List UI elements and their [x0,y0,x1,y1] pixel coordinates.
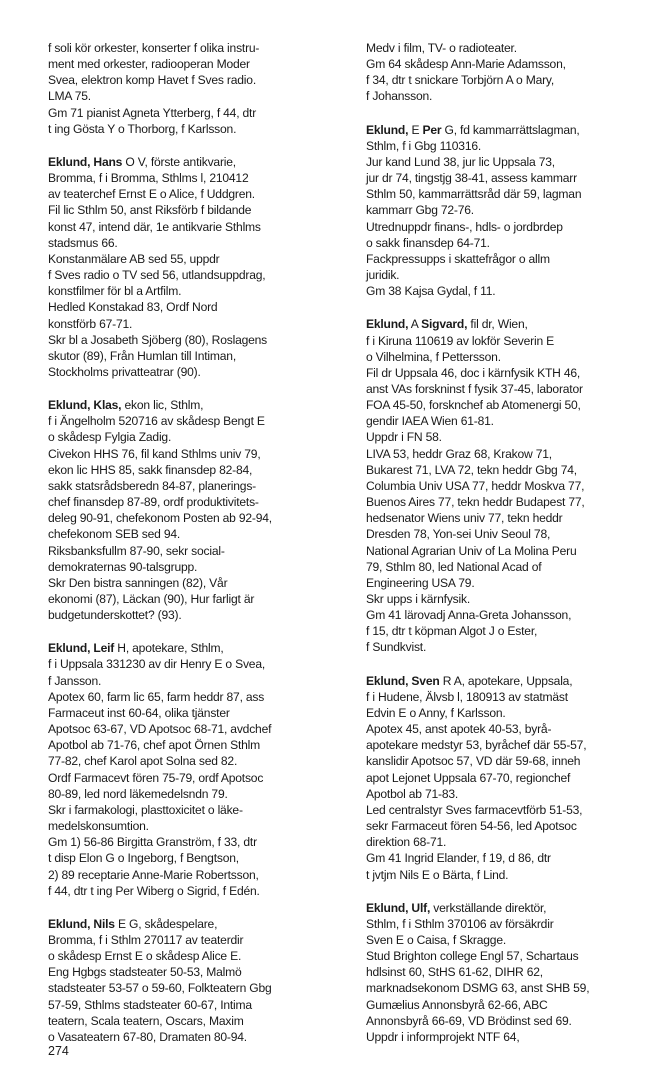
line-text: jur dr 74, tingstjg 38-41, assess kammarr [366,171,577,186]
line-text: E G, skådespelare, [114,916,218,931]
text-line [48,364,344,380]
text-line [366,770,662,786]
line-text: ekonomi (87), Läckan (90), Hur farligt är [48,592,255,606]
entry-headword: Eklund, Ulf, [366,900,431,915]
text-line [48,88,344,104]
text-line [48,770,344,786]
text-line [366,1013,662,1029]
text-line [366,900,662,916]
line-text: anst VAs forskninst f fysik 37-45, laborator [366,381,583,396]
text-line [366,673,662,689]
line-text: gendir IAEA Wien 61-81. [366,414,494,429]
text-line [366,365,662,381]
line-text: G, fd kammarrättslagman, [441,122,580,137]
text-line [366,316,662,332]
line-text: Bromma, f i Bromma, Sthlms l, 210412 [48,171,249,186]
text-line [48,818,344,834]
text-line [366,786,662,802]
line-text: 79, Sthlm 80, led National Acad of [366,559,542,574]
line-text: 57-59, Sthlms stadsteater 60-67, Intima [48,997,252,1012]
text-line [48,267,344,283]
text-line [48,656,344,672]
line-text: H, apotekare, Sthlm, [114,641,224,656]
text-line [48,494,344,510]
text-line [366,122,662,138]
line-text: o skådesp Fylgia Zadig. [48,430,172,445]
line-text: Columbia Univ USA 77, heddr Moskva 77, [366,478,585,493]
line-text: f Sundkvist. [366,640,427,655]
text-line [366,997,662,1013]
text-line [48,575,344,591]
line-text: marknadsekonom DSMG 63, anst SHB 59, [366,981,590,996]
line-text: LMA 75. [48,89,91,104]
line-text: Gm 71 pianist Agneta Ytterberg, f 44, dtr [48,105,257,120]
entry-headword: Eklund, Sven [366,673,440,688]
line-text: A [408,317,422,332]
entry-headword: Eklund, Klas, [48,398,122,413]
text-line [48,850,344,866]
text-line [366,689,662,705]
line-text: Edvin E o Anny, f Karlsson. [366,705,506,720]
text-line [48,721,344,737]
line-text: kammarr Gbg 72-76. [366,203,474,218]
line-text: Medv i film, TV- o radioteater. [366,41,517,55]
text-line [48,397,344,413]
text-line [48,948,344,964]
text-line [366,446,662,462]
text-line [48,964,344,980]
text-line [366,1029,662,1045]
text-line [48,883,344,899]
line-text: fil dr, Wien, [467,317,528,332]
entry-headword: Per [422,122,442,137]
line-text: ekon lic HHS 85, sakk finansdep 82-84, [48,462,253,477]
text-line [366,267,662,283]
text-line [366,543,662,559]
text-line [48,202,344,218]
line-text: Skr upps i kärnfysik. [366,592,471,606]
text-line [366,753,662,769]
line-text: Skr i farmakologi, plasttoxicitet o läke- [48,802,243,817]
text-line [366,397,662,413]
line-text: R A, apotekare, Uppsala, [439,673,573,688]
line-text: f i Uppsala 331230 av dir Henry E o Svea, [48,657,266,672]
line-text: deleg 90-91, chefekonom Posten ab 92-94, [48,511,272,526]
entry [48,154,344,380]
line-text: Gm 41 lärovadj Anna-Greta Johansson, [366,608,572,623]
text-line [48,786,344,802]
text-line [48,316,344,332]
line-text: apotekare medstyr 53, byråchef där 55-57, [366,738,587,753]
text-line [366,154,662,170]
text-line [48,526,344,542]
text-line [366,639,662,655]
line-text: Civekon HHS 76, fil kand Sthlms univ 79, [48,446,261,461]
line-text: Sthlm, f i Gbg 110316. [366,138,482,153]
text-line [48,56,344,72]
line-text: FOA 45-50, forsknchef ab Atomenergi 50, [366,398,581,413]
line-text: Svea, elektron komp Havet f Sves radio. [48,73,256,88]
text-line [48,737,344,753]
entry [366,316,662,655]
right-column [366,40,662,1062]
text-line [48,348,344,364]
line-text: Hedled Konstakad 83, Ordf Nord [48,300,218,315]
text-line [366,705,662,721]
text-line [366,559,662,575]
line-text: Bukarest 71, LVA 72, tekn heddr Gbg 74, [366,462,577,477]
text-line [48,105,344,121]
text-line [366,623,662,639]
line-text: Sven E o Caisa, f Skragge. [366,932,507,947]
line-text: Uppdr i FN 58. [366,430,442,445]
text-line [366,40,662,56]
line-text: Apotex 60, farm lic 65, farm heddr 87, ass [48,689,265,704]
line-text: f Jansson. [48,673,102,688]
text-line [48,154,344,170]
text-line [48,867,344,883]
line-text: Stud Brighton college Engl 57, Schartaus [366,949,579,964]
text-line [366,170,662,186]
line-text: LIVA 53, heddr Graz 68, Krakow 71, [366,446,552,461]
line-text: Gm 64 skådesp Ann-Marie Adamsson, [366,57,566,72]
line-text: Apotex 45, anst apotek 40-53, byrå- [366,722,552,737]
text-line [48,429,344,445]
line-text: Apotbol ab 71-76, chef apot Örnen Sthlm [48,738,261,753]
text-line [366,219,662,235]
text-line [366,964,662,980]
text-line [366,462,662,478]
line-text: Eng Hgbgs stadsteater 50-53, Malmö [48,965,242,980]
line-text: juridik. [366,268,400,283]
entry [366,900,662,1045]
line-text: direktion 68-71. [366,835,447,850]
line-text: f Sves radio o TV sed 56, utlandsuppdrag, [48,268,266,283]
text-line [48,802,344,818]
text-line [366,72,662,88]
line-text: stadsmus 66. [48,235,118,250]
line-text: f 44, dtr t ing Per Wiberg o Sigrid, f Edén. [48,883,260,898]
line-text: 80-89, led nord läkemedelsndn 79. [48,786,228,801]
line-text: f i Kiruna 110619 av lokför Severin E [366,333,555,348]
text-line [366,867,662,883]
line-text: Apotsoc 63-67, VD Apotsoc 68-71, avdchef [48,722,272,737]
text-line [366,88,662,104]
left-column [48,40,344,1062]
text-line [366,948,662,964]
line-text: skutor (89), Från Humlan till Intiman, [48,348,236,363]
line-text: Jur kand Lund 38, jur lic Uppsala 73, [366,154,555,169]
text-line [366,413,662,429]
entry-headword: Eklund, [366,122,409,137]
line-text: 77-82, chef Karol apot Solna sed 82. [48,754,238,769]
text-line [366,333,662,349]
line-text: konst 47, intend där, 1e antikvarie Sthlms [48,219,261,234]
text-line [48,997,344,1013]
entry [366,40,662,105]
line-text: Led centralstyr Sves farmacevtförb 51-53, [366,802,583,817]
line-text: hedsenator Wiens univ 77, tekn heddr [366,511,563,526]
line-text: Gm 41 Ingrid Elander, f 19, d 86, dtr [366,851,551,866]
line-text: Utrednuppdr finans-, hdls- o jordbrdep [366,219,563,234]
text-line [48,1013,344,1029]
line-text: Fil lic Sthlm 50, anst Riksförb f bildande [48,203,252,218]
line-text: Annonsbyrå 66-69, VD Brödinst sed 69. [366,1013,572,1028]
page-number: 274 [48,1044,69,1058]
entry [48,40,344,137]
line-text: Konstanmälare AB sed 55, uppdr [48,251,220,266]
text-line [48,1029,344,1045]
text-line [48,705,344,721]
text-line [48,932,344,948]
line-text: Fil dr Uppsala 46, doc i kärnfysik KTH 46, [366,365,581,380]
text-line [366,802,662,818]
text-line [48,170,344,186]
line-text: E [408,122,423,137]
text-line [48,219,344,235]
line-text: av teaterchef Ernst E o Alice, f Uddgren. [48,187,255,202]
line-text: Gm 1) 56-86 Birgitta Granström, f 33, dtr [48,835,257,850]
text-line [48,299,344,315]
text-line [48,510,344,526]
text-line [48,916,344,932]
entry-headword: Eklund, [366,317,409,332]
line-text: Dresden 78, Yon-sei Univ Seoul 78, [366,527,551,542]
line-text: Sthlm, f i Sthlm 370106 av försäkrdir [366,916,554,931]
text-line [48,235,344,251]
text-line [366,834,662,850]
text-line [48,446,344,462]
text-line [366,381,662,397]
line-text: hdlsinst 60, StHS 61-62, DIHR 62, [366,965,543,980]
text-line [48,121,344,137]
line-text: Farmaceut inst 60-64, olika tjänster [48,705,230,720]
line-text: National Agrarian Univ of La Molina Peru [366,543,577,558]
line-text: sakk statsrådsberedn 84-87, planerings- [48,478,256,493]
entry [48,916,344,1045]
line-text: t disp Elon G o Ingeborg, f Bengtson, [48,851,239,866]
text-line [48,462,344,478]
text-line [366,138,662,154]
text-line [366,850,662,866]
line-text: Gm 38 Kajsa Gydal, f 11. [366,284,496,299]
line-text: f soli kör orkester, konserter f olika instru- [48,41,260,55]
line-text: Stockholms privatteatrar (90). [48,364,201,379]
line-text: teatern, Scala teatern, Oscars, Maxim [48,1013,244,1028]
line-text: Sthlm 50, kammarrättsråd där 59, lagman [366,187,582,202]
line-text: chef finansdep 87-89, ordf produktivitets- [48,495,259,510]
entry-headword: Eklund, Leif [48,641,115,656]
text-line [48,834,344,850]
line-text: apot Lejonet Uppsala 67-70, regionchef [366,770,571,785]
entry [48,397,344,623]
text-line [48,673,344,689]
line-text: 2) 89 receptarie Anne-Marie Robertsson, [48,867,259,882]
line-text: f 15, dtr t köpman Algot J o Ester, [366,624,538,639]
line-text: ekon lic, Sthlm, [121,398,204,413]
text-line [366,818,662,834]
text-line [48,640,344,656]
text-line [366,737,662,753]
line-text: t ing Gösta Y o Thorborg, f Karlsson. [48,121,237,136]
text-line [366,478,662,494]
text-line [48,283,344,299]
line-text: f Johansson. [366,89,433,104]
line-text: o sakk finansdep 64-71. [366,235,490,250]
text-line [48,543,344,559]
text-line [366,494,662,510]
line-text: kanslidir Apotsoc 57, VD där 59-68, inneh [366,754,581,769]
line-text: o Vasateatern 67-80, Dramaten 80-94. [48,1029,247,1044]
line-text: Engineering USA 79. [366,575,475,590]
line-text: Riksbanksfullm 87-90, sekr social- [48,543,225,558]
text-line [366,186,662,202]
text-line [48,591,344,607]
line-text: Bromma, f i Sthlm 270117 av teaterdir [48,932,244,947]
line-text: budgetunderskottet? (93). [48,608,182,623]
line-text: verkställande direktör, [430,900,547,915]
line-text: konstfilmer för bl a Artfilm. [48,284,182,299]
text-line [366,575,662,591]
entry-headword: Eklund, Hans [48,154,123,169]
text-line [48,980,344,996]
text-line [48,607,344,623]
text-line [366,932,662,948]
line-text: f 34, dtr t snickare Torbjörn A o Mary, [366,73,555,88]
text-line [48,413,344,429]
line-text: o skådesp Ernst E o skådesp Alice E. [48,949,242,964]
line-text: ment med orkester, radiooperan Moder [48,57,250,72]
entry-headword: Sigvard, [421,317,468,332]
text-line [366,526,662,542]
text-line [48,72,344,88]
text-line [48,478,344,494]
text-line [366,283,662,299]
line-text: medelskonsumtion. [48,819,149,834]
line-text: sekr Farmaceut fören 54-56, led Apotsoc [366,819,577,834]
line-text: Apotbol ab 71-83. [366,786,459,801]
line-text: demokraternas 90-talsgrupp. [48,559,198,574]
text-line [48,186,344,202]
line-text: chefekonom SEB sed 94. [48,527,181,542]
line-text: f i Hudene, Älvsb l, 180913 av statmäst [366,689,568,704]
line-text: Gumælius Annonsbyrå 62-66, ABC [366,997,548,1012]
line-text: Ordf Farmacevt fören 75-79, ordf Apotsoc [48,770,264,785]
text-line [366,429,662,445]
line-text: t jvtjm Nils E o Bärta, f Lind. [366,867,509,882]
line-text: konstförb 67-71. [48,316,133,331]
text-line [366,235,662,251]
text-line [48,753,344,769]
line-text: o Vilhelmina, f Pettersson. [366,349,501,364]
text-line [366,349,662,365]
text-line [366,56,662,72]
entry [48,640,344,899]
text-line [366,916,662,932]
line-text: Skr Den bistra sanningen (82), Vår [48,575,228,590]
text-line [48,689,344,705]
text-line [366,202,662,218]
line-text: Buenos Aires 77, tekn heddr Budapest 77, [366,495,585,510]
entry [366,673,662,883]
line-text: O V, förste antikvarie, [122,154,236,169]
line-text: stadsteater 53-57 o 59-60, Folkteatern Gbg [48,981,272,996]
line-text: Uppdr i informprojekt NTF 64, [366,1029,520,1044]
text-line [366,251,662,267]
line-text: f i Ängelholm 520716 av skådesp Bengt E [48,414,265,429]
text-line [48,40,344,56]
text-line [48,332,344,348]
entry [366,122,662,300]
text-line [366,721,662,737]
text-line [366,510,662,526]
entry-headword: Eklund, Nils [48,916,115,931]
text-line [48,559,344,575]
text-line [366,591,662,607]
line-text: Skr bl a Josabeth Sjöberg (80), Roslagens [48,332,268,347]
line-text: Fackpressupps i skattefrågor o allm [366,251,550,266]
text-line [366,980,662,996]
text-line [48,251,344,267]
text-line [366,607,662,623]
